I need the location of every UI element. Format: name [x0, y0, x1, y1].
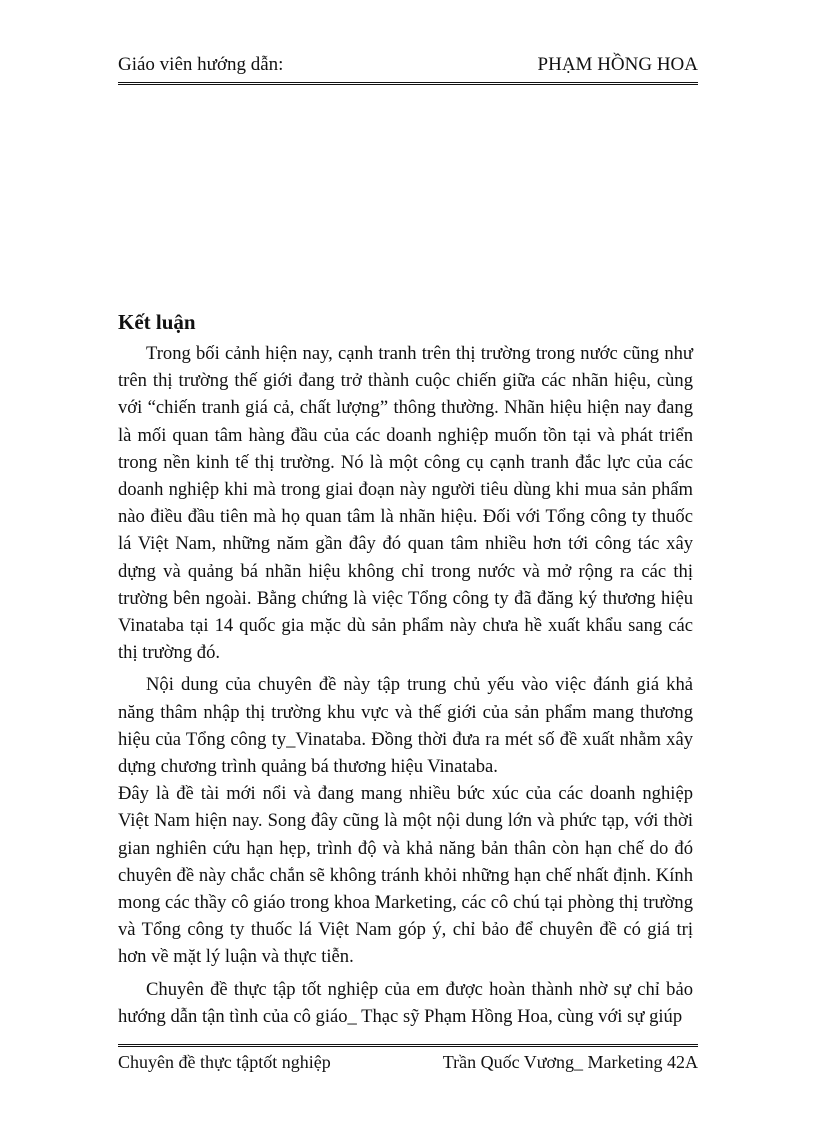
paragraph-2: Nội dung của chuyên đề này tập trung chủ yếu vào việc đánh giá khả năng thâm nhập thị trường khu vực và thế giới của sản phẩm mang thương hiệu của Tổng công ty_Vinataba. Đồng thời đưa ra mét số đề xuất nhằm xây dựng chương trình quảng bá thương hiệu Vinataba.	[118, 674, 693, 778]
header-supervisor-label: Giáo viên hướng dẫn:	[118, 54, 284, 75]
footer-document-type: Chuyên đề thực tậptốt nghiệp	[118, 1052, 331, 1072]
page-header	[118, 50, 698, 85]
header-supervisor-name: PHẠM HỒNG HOA	[537, 54, 698, 75]
paragraph-1: Trong bối cảnh hiện nay, cạnh tranh trên thị trường trong nước cũng như trên thị trường thế giới đang trở thành cuộc chiến giữa các nhãn hiệu, cùng với “chiến tranh giá cả, chất lượng” thông thường. Nhãn hiệu hiện nay đang là mối quan tâm hàng đầu của các doanh nghiệp muốn tồn tại và phát triển trong nền kinh tế thị trường. Nó là một công cụ cạnh tranh đắc lực của các doanh nghiệp khi mà trong giai đoạn này người tiêu dùng khi mua sản phẩm nào điều đầu tiên mà họ quan tâm là nhãn hiệu. Đối với Tổng công ty thuốc lá Việt Nam, những năm gần đây đó quan tâm nhiều hơn tới công tác xây dựng và quảng bá nhãn hiệu không chỉ trong nước và mở rộng ra các thị trường bên ngoài. Bằng chứng là việc Tổng công ty đã đăng ký thương hiệu Vinataba tại 14 quốc gia mặc dù sản phẩm này chưa hề xuất khẩu sang các thị trường đó.	[118, 343, 693, 664]
section-heading: Kết luận	[118, 310, 196, 334]
document-body	[118, 340, 693, 1030]
footer-author: Trần Quốc Vương_ Marketing 42A	[442, 1052, 698, 1072]
page-footer	[118, 1044, 698, 1077]
paragraph-4: Chuyên đề thực tập tốt nghiệp của em được hoàn thành nhờ sự chỉ bảo hướng dẫn tận tình của cô giáo_ Thạc sỹ Phạm Hồng Hoa, cùng với sự giúp	[118, 978, 693, 1027]
paragraph-3: Đây là đề tài mới nổi và đang mang nhiều bức xúc của các doanh nghiệp Việt Nam hiện nay. Song đây cũng là một nội dung lớn và phức tạp, với thời gian nghiên cứu hạn hẹp, trình độ và khả năng bản thân còn hạn chế do đó chuyên đề này chắc chắn sẽ không tránh khỏi những hạn chế nhất định. Kính mong các thầy cô giáo trong khoa Marketing, các cô chú tại phòng thị trường và Tổng công ty thuốc lá Việt Nam góp ý, chỉ bảo để chuyên đề có giá trị hơn về mặt lý luận và thực tiễn.	[118, 783, 693, 968]
